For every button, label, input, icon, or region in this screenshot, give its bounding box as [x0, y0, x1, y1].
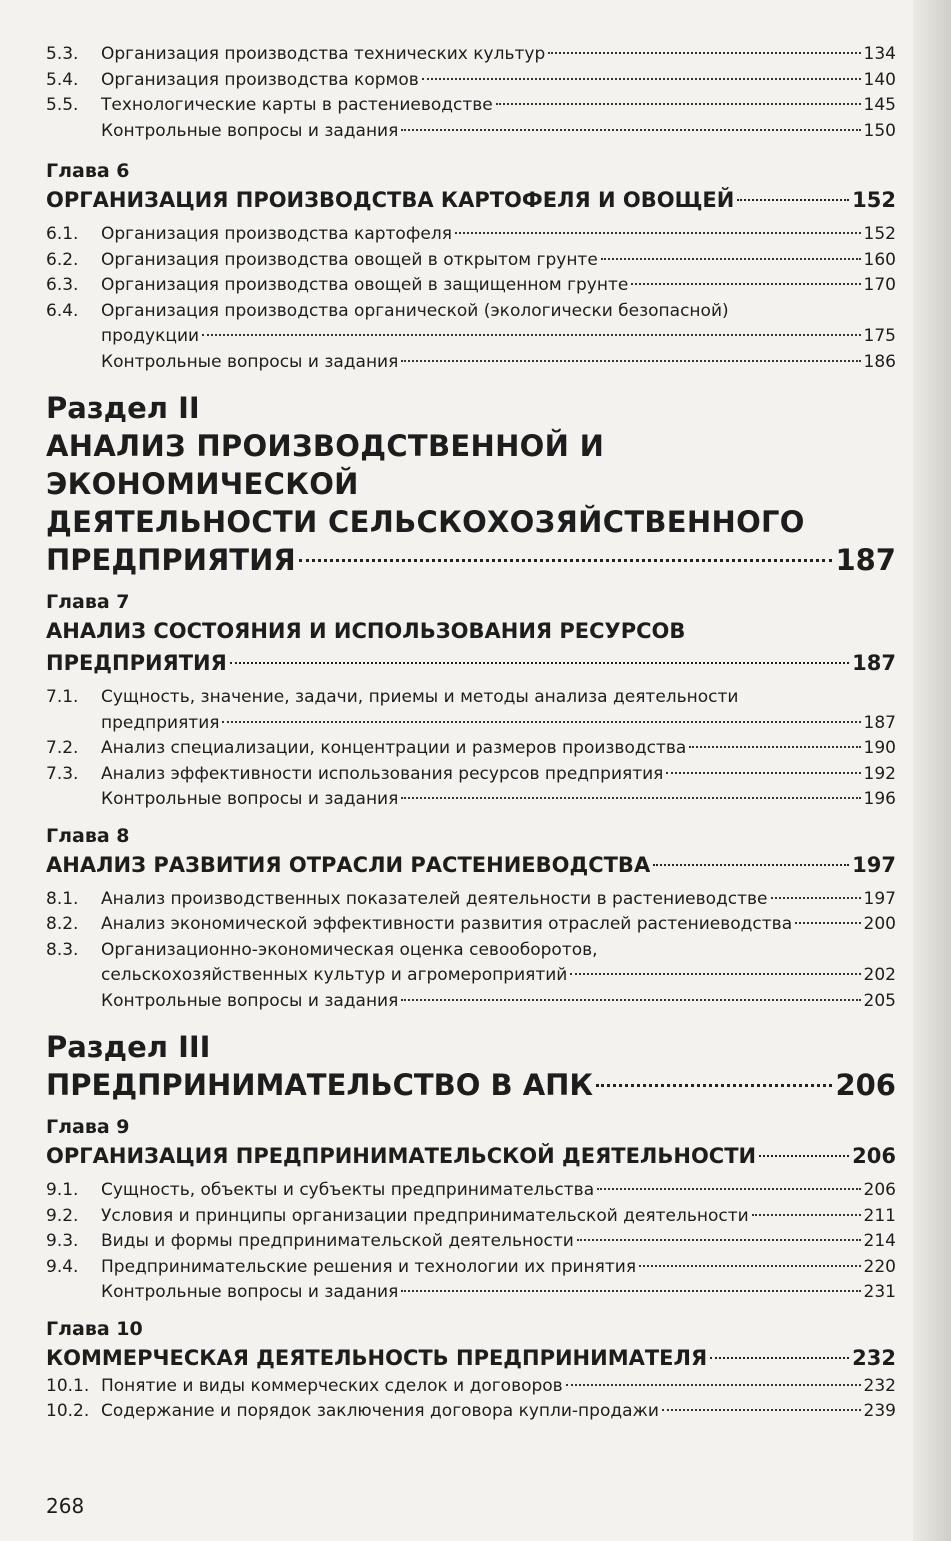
section-title-line: ПРЕДПРИЯТИЯ: [46, 543, 296, 577]
entry-page: 202: [863, 965, 896, 985]
entry-title: Анализ эффективности использования ресурсов предприятия: [101, 763, 664, 784]
section-title-row: [46, 1066, 896, 1104]
toc-entry: [46, 685, 896, 711]
toc-entry: [46, 119, 896, 145]
dot-leader: [401, 797, 860, 799]
section-page: 187: [835, 543, 896, 577]
dot-leader: [496, 103, 861, 105]
chapter-title: ОРГАНИЗАЦИЯ ПРЕДПРИНИМАТЕЛЬСКОЙ ДЕЯТЕЛЬНОСТИ: [46, 1144, 757, 1168]
dot-leader: [662, 1409, 861, 1411]
chapter-6: [46, 158, 896, 375]
toc-entry: [46, 273, 896, 299]
entry-title: Контрольные вопросы и задания: [101, 990, 399, 1011]
dot-leader: [230, 662, 849, 664]
entry-title: Анализ специализации, концентрации и размеров производства: [101, 738, 687, 758]
entry-title: Контрольные вопросы и задания: [101, 120, 399, 141]
toc-entry: [46, 1178, 896, 1204]
chapter-label: Глава 6: [46, 160, 130, 182]
toc-entry: [46, 736, 896, 762]
entry-page: 190: [863, 738, 896, 758]
toc-entry: [46, 1204, 896, 1230]
dot-leader: [601, 258, 861, 260]
section-title: ПРЕДПРИНИМАТЕЛЬСТВО В АПК: [46, 1068, 594, 1102]
entry-page: 192: [863, 763, 896, 784]
section-3: [46, 1028, 896, 1104]
entry-page: 152: [863, 224, 896, 244]
entry-page: 150: [863, 120, 896, 141]
dot-leader: [570, 973, 860, 975]
chapter-label: Глава 9: [46, 1116, 130, 1138]
chapter-label: Глава 8: [46, 824, 130, 847]
dot-leader: [222, 721, 860, 723]
toc-entry: [46, 299, 896, 325]
dot-leader: [752, 1214, 861, 1216]
entry-page: 214: [863, 1231, 896, 1251]
toc-entry: [46, 912, 896, 938]
entry-number: 9.4.: [46, 1256, 79, 1277]
section-2: [46, 389, 896, 579]
toc-entry: [46, 68, 896, 94]
dot-leader: [710, 1357, 849, 1359]
toc-entry: [46, 1399, 896, 1425]
entry-page: 211: [863, 1205, 896, 1226]
toc-entry: [46, 787, 896, 813]
dot-leader: [548, 52, 860, 54]
dot-leader: [455, 232, 861, 234]
entry-number: 10.1.: [46, 1375, 90, 1396]
toc-entry: [46, 1280, 896, 1306]
entry-page: 239: [863, 1401, 896, 1421]
entry-page: 196: [863, 789, 896, 809]
chapter-page: 197: [852, 852, 896, 877]
chapter-title-row: [46, 849, 896, 881]
entry-title: Технологические карты в растениеводстве: [101, 95, 493, 115]
entry-page: 170: [863, 275, 896, 295]
toc-page: [46, 42, 896, 1425]
entry-number: 5.3.: [46, 44, 79, 64]
entry-page: 145: [863, 95, 896, 115]
entry-page: 187: [863, 712, 896, 733]
chapter-9: [46, 1114, 896, 1306]
entry-page: 160: [863, 249, 896, 270]
chapter-page: 206: [852, 1144, 896, 1168]
chapter-10: [46, 1316, 896, 1425]
toc-entry: [46, 1255, 896, 1281]
dot-leader: [597, 1188, 860, 1190]
chapter-label: Глава 10: [46, 1317, 143, 1340]
entry-page: 134: [863, 44, 896, 64]
dot-leader: [577, 1239, 861, 1241]
section-title-line: АНАЛИЗ ПРОИЗВОДСТВЕННОЙ И ЭКОНОМИЧЕСКОЙ: [46, 429, 605, 501]
entry-title: Виды и формы предпринимательской деятельности: [101, 1231, 574, 1251]
toc-entry: [46, 222, 896, 248]
entry-title: Организация производства технических культур: [101, 44, 546, 64]
entry-title: Анализ производственных показателей деятельности в растениеводстве: [101, 888, 768, 909]
toc-entry: [46, 248, 896, 274]
entry-title: Контрольные вопросы и задания: [101, 351, 399, 372]
dot-leader: [422, 78, 861, 80]
section-page: 206: [835, 1068, 896, 1102]
dot-leader: [639, 1265, 860, 1267]
entry-number: 7.1.: [46, 687, 79, 707]
entry-title: Сущность, объекты и субъекты предпринимательства: [101, 1180, 595, 1200]
chapter-page: 232: [852, 1345, 896, 1370]
entry-number: 7.2.: [46, 738, 79, 758]
chapter-title-row: [46, 1342, 896, 1374]
dot-leader: [401, 1290, 860, 1292]
dot-leader: [795, 922, 860, 924]
toc-entry: [46, 989, 896, 1015]
section-label: Раздел II: [46, 391, 200, 425]
toc-entry: [46, 887, 896, 913]
entry-title: Условия и принципы организации предпринимательской деятельности: [101, 1205, 749, 1226]
dot-leader: [596, 1084, 832, 1087]
entry-title: Организационно-экономическая оценка севооборотов,: [101, 939, 598, 960]
dot-leader: [631, 283, 860, 285]
entry-title: Контрольные вопросы и задания: [101, 1282, 399, 1302]
chapter-8: [46, 823, 896, 1015]
entry-page: 232: [863, 1375, 896, 1396]
entry-title-continued: предприятия: [101, 712, 220, 733]
entry-number: 9.2.: [46, 1205, 79, 1226]
chapter-title: ОРГАНИЗАЦИЯ ПРОИЗВОДСТВА КАРТОФЕЛЯ И ОВОЩЕЙ: [46, 188, 735, 212]
page-edge-shadow: [913, 0, 951, 1541]
dot-leader: [689, 746, 860, 748]
entry-number: 9.3.: [46, 1231, 79, 1251]
entry-title: Содержание и порядок заключения договора купли-продажи: [101, 1401, 659, 1421]
chapter-title-row: [46, 647, 896, 679]
entry-number: 9.1.: [46, 1180, 79, 1200]
entry-page: 200: [863, 914, 896, 934]
section-title-line: ДЕЯТЕЛЬНОСТИ СЕЛЬСКОХОЗЯЙСТВЕННОГО: [46, 505, 805, 539]
entry-number: 8.2.: [46, 914, 79, 934]
entry-title: Контрольные вопросы и задания: [101, 789, 399, 809]
chapter-page: 152: [852, 188, 896, 212]
entry-page: 140: [863, 69, 896, 90]
entry-number: 6.2.: [46, 249, 79, 270]
page-number: 268: [46, 1494, 85, 1518]
chapter-title-line: ПРЕДПРИЯТИЯ: [46, 651, 227, 675]
toc-entry-continuation: [46, 963, 896, 989]
toc-entry: [46, 42, 896, 68]
toc-entry: [46, 762, 896, 788]
entry-number: 7.3.: [46, 763, 79, 784]
entry-title-continued: продукции: [101, 326, 200, 346]
dot-leader: [666, 772, 860, 774]
entry-page: 186: [863, 351, 896, 372]
entry-page: 206: [863, 1180, 896, 1200]
chapter-label: Глава 7: [46, 591, 130, 613]
entry-page: 231: [863, 1282, 896, 1302]
dot-leader: [653, 864, 849, 866]
entry-page: 197: [863, 888, 896, 909]
toc-entry: [46, 93, 896, 119]
dot-leader: [299, 559, 833, 562]
dot-leader: [759, 1155, 849, 1157]
entry-page: 175: [863, 326, 896, 346]
dot-leader: [202, 334, 860, 336]
dot-leader: [401, 999, 860, 1001]
entry-number: 6.4.: [46, 300, 79, 321]
dot-leader: [737, 199, 849, 201]
entry-title: Организация производства картофеля: [101, 224, 452, 244]
dot-leader: [401, 360, 860, 362]
toc-entry: [46, 1229, 896, 1255]
chapter-page: 187: [852, 651, 896, 675]
toc-entry: [46, 350, 896, 376]
entry-page: 205: [863, 990, 896, 1011]
chapter-title-line: АНАЛИЗ СОСТОЯНИЯ И ИСПОЛЬЗОВАНИЯ РЕСУРСОВ: [46, 619, 686, 643]
dot-leader: [401, 129, 860, 131]
chapter-title: АНАЛИЗ РАЗВИТИЯ ОТРАСЛИ РАСТЕНИЕВОДСТВА: [46, 852, 651, 877]
section-label: Раздел III: [46, 1030, 211, 1064]
entry-title: Анализ экономической эффективности развития отраслей растениеводства: [101, 914, 793, 934]
chapter-title-row: [46, 1140, 896, 1172]
dot-leader: [771, 897, 861, 899]
entry-number: 5.4.: [46, 69, 79, 90]
entry-number: 10.2.: [46, 1401, 90, 1421]
section-title-row: [46, 541, 896, 579]
toc-entry: [46, 938, 896, 964]
entry-title: Организация производства органической (экологически безопасной): [101, 300, 729, 321]
chapter-7: [46, 589, 896, 813]
entry-title: Предпринимательские решения и технологии их принятия: [101, 1256, 637, 1277]
entry-page: 220: [863, 1256, 896, 1277]
entry-title: Организация производства овощей в открытом грунте: [101, 249, 598, 270]
entry-number: 6.3.: [46, 275, 79, 295]
toc-entry-continuation: [46, 711, 896, 737]
entry-title-continued: сельскохозяйственных культур и агромероприятий: [101, 965, 568, 985]
entry-number: 8.3.: [46, 939, 79, 960]
entry-number: 6.1.: [46, 224, 79, 244]
toc-group-top: [46, 42, 896, 144]
entry-title: Понятие и виды коммерческих сделок и договоров: [101, 1375, 563, 1396]
chapter-title: КОММЕРЧЕСКАЯ ДЕЯТЕЛЬНОСТЬ ПРЕДПРИНИМАТЕЛЯ: [46, 1345, 708, 1370]
entry-title: Сущность, значение, задачи, приемы и методы анализа деятельности: [101, 687, 739, 707]
entry-title: Организация производства кормов: [101, 69, 419, 90]
entry-number: 5.5.: [46, 95, 79, 115]
dot-leader: [566, 1384, 861, 1386]
toc-entry-continuation: [46, 324, 896, 350]
toc-entry: [46, 1374, 896, 1400]
entry-number: 8.1.: [46, 888, 79, 909]
chapter-title-row: [46, 184, 896, 216]
entry-title: Организация производства овощей в защищенном грунте: [101, 275, 629, 295]
